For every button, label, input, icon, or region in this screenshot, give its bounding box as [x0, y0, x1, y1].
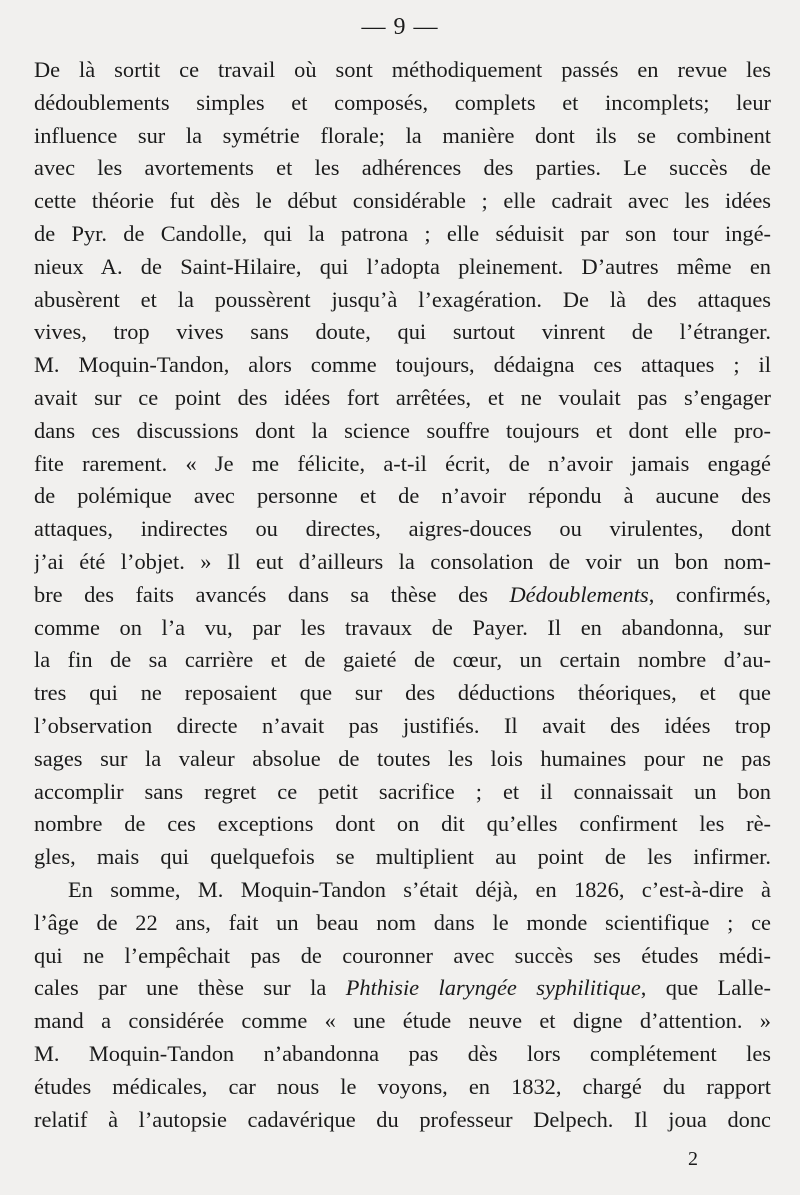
- text-line: attaques, indirectes ou directes, aigres-douces ou virulentes, dont: [34, 516, 771, 542]
- text-line-with-italic: [34, 579, 771, 612]
- text-line: nieux A. de Saint-Hilaire, qui l’adopta pleinement. D’autres même en: [34, 253, 771, 279]
- paragraph-last-line: gles, mais qui quelquefois se multiplient au point de les infirmer.: [34, 844, 771, 870]
- italic-title: Dédoublements: [509, 581, 649, 607]
- italic-title: Phthisie laryngée syphilitique: [345, 975, 641, 1001]
- text-line: avec les avortements et les adhérences des parties. Le succès de: [34, 155, 771, 181]
- text-line: tres qui ne reposaient que sur des déductions théoriques, et que: [34, 680, 771, 706]
- text-line: dans ces discussions dont la science souffre toujours et dont elle pro-: [34, 417, 771, 443]
- text-line: cette théorie fut dès le début considérable ; elle cadrait avec les idées: [34, 188, 771, 214]
- text-line: De là sortit ce travail où sont méthodiquement passés en revue les: [34, 57, 771, 82]
- text-line: l’âge de 22 ans, fait un beau nom dans le monde scientifique ; ce: [34, 909, 771, 935]
- text-line: sages sur la valeur absolue de toutes les lois humaines pour ne pas: [34, 745, 771, 771]
- text-fragment: , confirmés,: [648, 581, 771, 607]
- text-line: l’observation directe n’avait pas justifiés. Il avait des idées trop: [34, 712, 771, 738]
- text-line: vives, trop vives sans doute, qui surtout vinrent de l’étranger.: [34, 319, 771, 345]
- text-line: avait sur ce point des idées fort arrêtées, et ne voulait pas s’engager: [34, 384, 771, 410]
- text-line: études médicales, car nous le voyons, en 1832, chargé du rapport: [34, 1073, 771, 1099]
- text-line: j’ai été l’objet. » Il eut d’ailleurs la consolation de voir un bon nom-: [34, 548, 771, 574]
- text-line: dédoublements simples et composés, complets et incomplets; leur: [34, 89, 771, 115]
- text-line: qui ne l’empêchait pas de couronner avec succès ses études médi-: [34, 942, 771, 968]
- text-line-with-italic: [34, 972, 771, 1005]
- text-fragment: , que Lalle-: [640, 975, 771, 1001]
- text-line: abusèrent et la poussèrent jusqu’à l’exagération. De là des attaques: [34, 286, 771, 312]
- signature-mark: 2: [688, 1148, 698, 1170]
- text-line: fite rarement. « Je me félicite, a-t-il écrit, de n’avoir jamais engagé: [34, 450, 771, 476]
- text-line: accomplir sans regret ce petit sacrifice ; et il connaissait un bon: [34, 778, 771, 804]
- text-line: influence sur la symétrie florale; la manière dont ils se combinent: [34, 122, 771, 148]
- text-line: la fin de sa carrière et de gaieté de cœur, un certain nombre d’au-: [34, 647, 771, 673]
- text-line: de Pyr. de Candolle, qui la patrona ; elle séduisit par son tour ingé-: [34, 220, 771, 246]
- text-fragment: cales par une thèse sur la: [34, 975, 346, 1001]
- text-line: mand a considérée comme « une étude neuve et digne d’attention. »: [34, 1008, 771, 1034]
- paragraph-first-line: En somme, M. Moquin-Tandon s’était déjà, en 1826, c’est-à-dire à: [68, 876, 771, 902]
- text-line: comme on l’a vu, par les travaux de Payer. Il en abandonna, sur: [34, 614, 771, 640]
- page-number: — 9 —: [361, 14, 439, 40]
- text-fragment: bre des faits avancés dans sa thèse des: [34, 581, 510, 607]
- text-line: M. Moquin-Tandon, alors comme toujours, dédaigna ces attaques ; il: [34, 352, 771, 378]
- text-line: nombre de ces exceptions dont on dit qu’elles confirment les rè-: [34, 811, 771, 837]
- text-line: M. Moquin-Tandon n’abandonna pas dès lors complétement les: [34, 1040, 771, 1066]
- text-line: de polémique avec personne et de n’avoir répondu à aucune des: [34, 483, 771, 509]
- body-text: [34, 54, 771, 1136]
- text-line: relatif à l’autopsie cadavérique du professeur Delpech. Il joua donc: [34, 1106, 771, 1132]
